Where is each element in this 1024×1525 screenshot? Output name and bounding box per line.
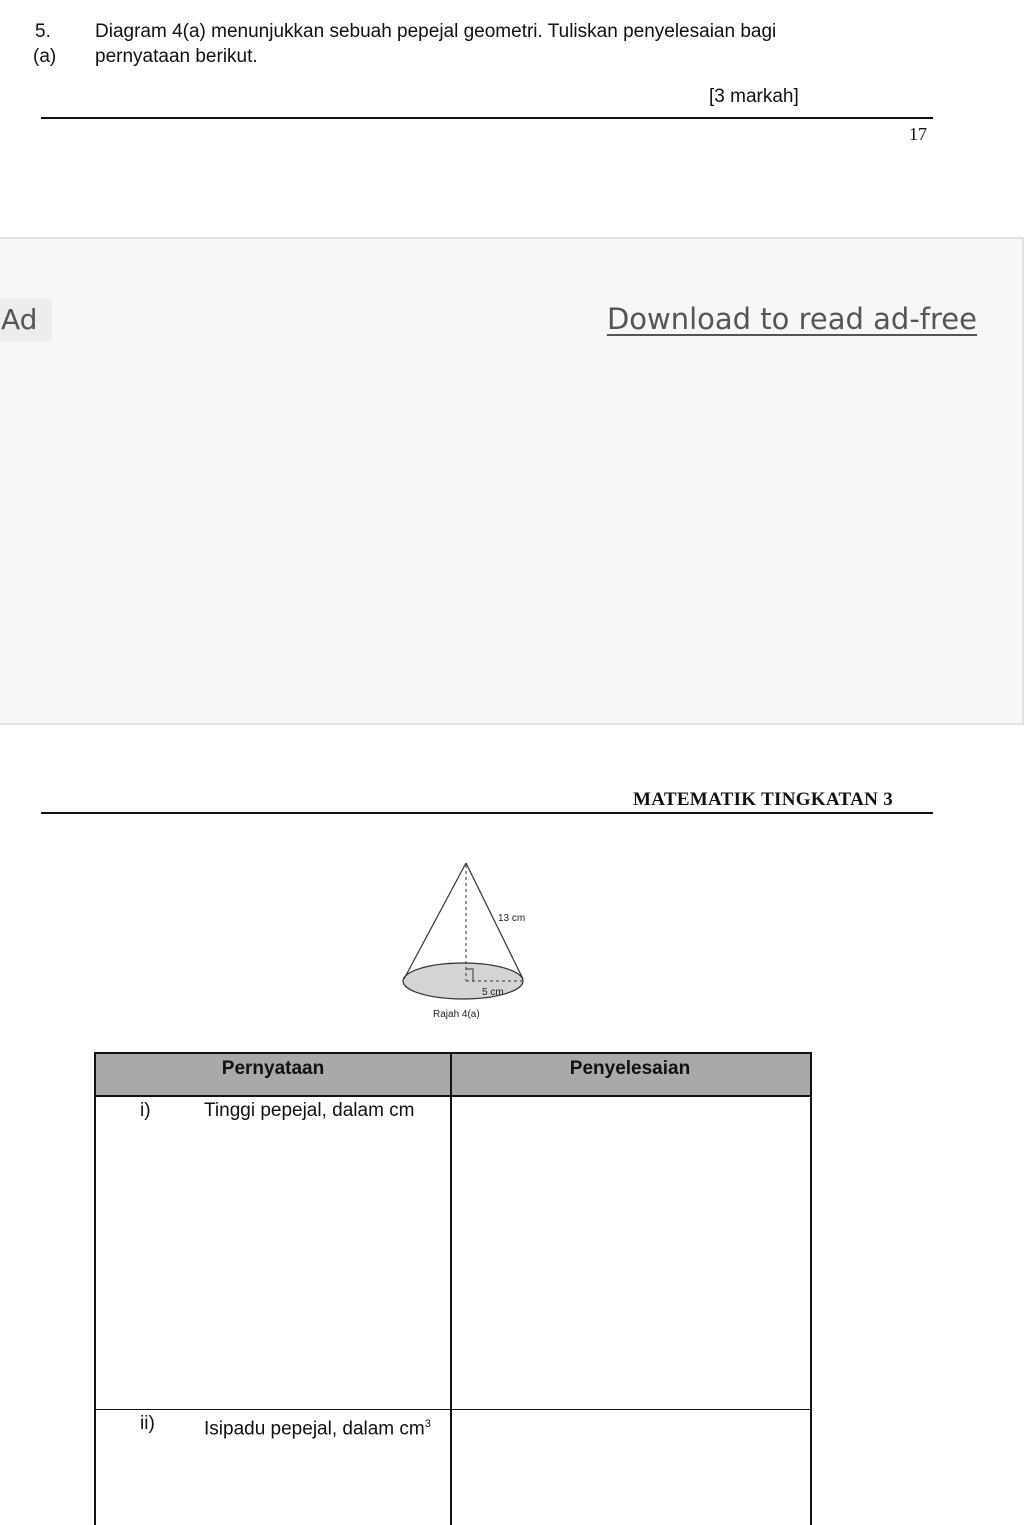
download-ad-free-link[interactable]: Download to read ad-free <box>606 302 977 336</box>
marks-label: [3 markah] <box>709 86 799 107</box>
table-row <box>96 1410 810 1525</box>
ad-panel <box>0 237 1024 725</box>
page-number: 17 <box>909 124 927 144</box>
answer-table <box>94 1052 812 1525</box>
question-text-line1: Diagram 4(a) menunjukkan sebuah pepejal geometri. Tuliskan penyelesaian bagi <box>95 21 777 42</box>
radius-label: 5 cm <box>482 987 504 998</box>
figure-caption: Rajah 4(a) <box>433 1009 480 1020</box>
question-part: (a) <box>33 46 57 67</box>
cone-left-edge <box>404 863 466 979</box>
header-rule <box>41 812 933 814</box>
answer-cell[interactable] <box>452 1097 808 1409</box>
cone-diagram <box>372 855 612 1025</box>
statement-cell <box>96 1097 452 1409</box>
header-penyelesaian: Penyelesaian <box>569 1058 691 1079</box>
question-number: 5. <box>35 21 51 42</box>
statement-cell <box>96 1410 452 1525</box>
statement-text: Tinggi pepejal, dalam cm <box>204 1100 415 1121</box>
slant-height-label: 13 cm <box>498 913 526 924</box>
unit-superscript: 3 <box>424 1418 431 1430</box>
header-pernyataan: Pernyataan <box>96 1054 452 1095</box>
row-number: i) <box>140 1100 151 1121</box>
page-header-title: MATEMATIK TINGKATAN 3 <box>633 789 893 810</box>
question-text-line2: pernyataan berikut. <box>95 46 258 67</box>
footer-rule <box>41 117 933 119</box>
answer-cell[interactable] <box>452 1410 808 1525</box>
ad-badge: Ad <box>0 298 52 342</box>
row-number: ii) <box>140 1413 155 1434</box>
statement-text: Isipadu pepejal, dalam cm <box>204 1418 425 1440</box>
table-header-row <box>96 1054 810 1097</box>
table-row <box>96 1097 810 1410</box>
